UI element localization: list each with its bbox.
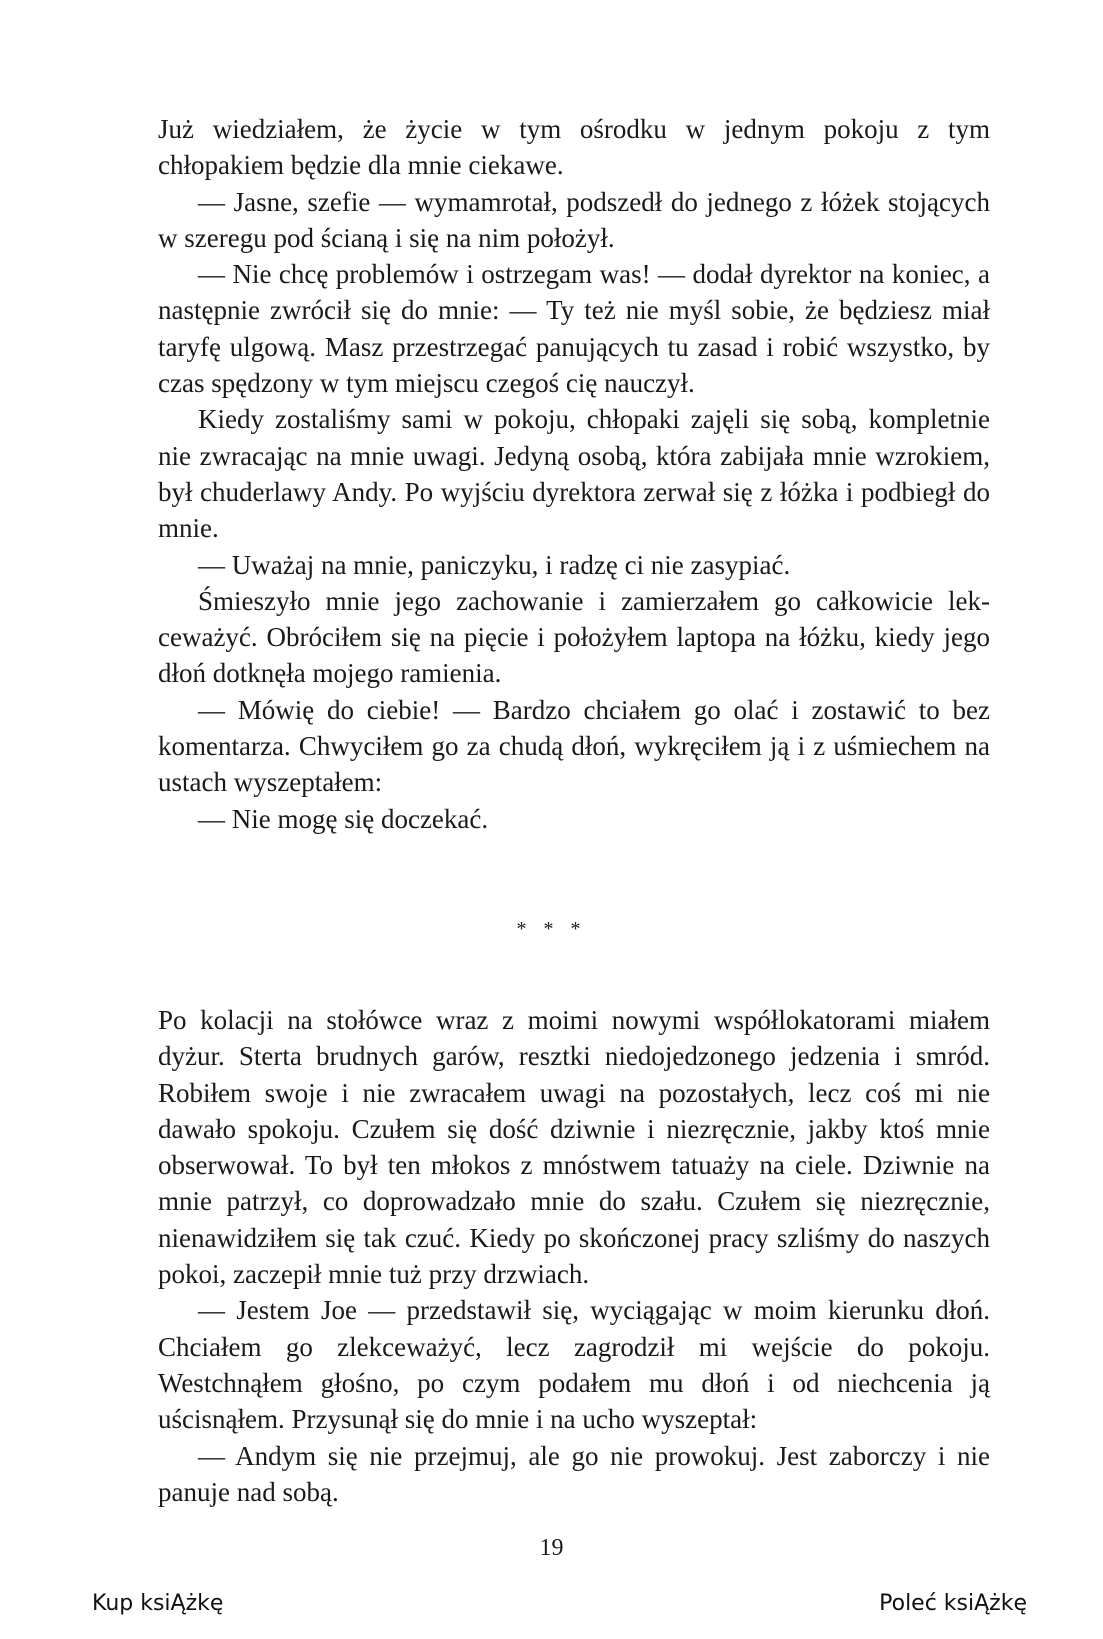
paragraph: Kiedy zostaliśmy sami w pokoju, chłopaki zajęli się sobą, kompletnie nie zwracając na mnie uwagi. Jedyną osobą, która zabijała mnie wzrokiem, był chuderlawy Andy. Po wyjściu dyrektora zerwał się z łóżka i podbiegł do mnie. bbox=[158, 404, 990, 544]
paragraph: — Jestem Joe — przedstawił się, wyciągając w moim kierunku dłoń. Chciałem go zlekceważyć, lecz zagrodził mi wejście do pokoju. Westchnąłem głośno, po czym podałem mu dłoń i od niechcenia ją uścisnąłem. Przysunął się do mnie i na ucho wyszeptał: bbox=[158, 1295, 990, 1435]
paragraph: — Andym się nie przejmuj, ale go nie prowokuj. Jest zaborczy i nie panuje nad sobą. bbox=[158, 1440, 990, 1507]
page-number: 19 bbox=[539, 1535, 564, 1561]
recommend-book-link[interactable]: Poleć ksiĄżkę bbox=[879, 1591, 1027, 1616]
paragraph: Już wiedziałem, że życie w tym ośrodku w jednym pokoju z tym chłopakiem będzie dla mnie ciekawe. bbox=[158, 114, 990, 181]
paragraph: — Jasne, szefie — wymamrotał, podszedł do jednego z łóżek stojących w szeregu pod ścianą i się na nim położył. bbox=[158, 186, 990, 253]
paragraph: — Nie chcę problemów i ostrzegam was! — dodał dyrektor na koniec, a następnie zwrócił się do mnie: — Ty też nie myśl sobie, że będziesz miał taryfę ulgową. Masz przestrzegać panujących tu zasad i robić wszystko, by czas spędzony w tym miejscu czegoś cię nauczył. bbox=[158, 259, 990, 399]
paragraph: — Nie mogę się doczekać. bbox=[198, 803, 489, 834]
text-block-1 bbox=[158, 111, 990, 837]
paragraph: Śmieszyło mnie jego zachowanie i zamierzałem go całkowicie lekceważyć. Obróciłem się na pięcie i położyłem laptopa na łóżku, kiedy jego dłoń dotknęła mojego ramienia. bbox=[158, 585, 990, 689]
buy-book-link[interactable]: Kup ksiĄżkę bbox=[92, 1591, 224, 1616]
paragraph: — Uważaj na mnie, paniczyku, i radzę ci nie zasypiać. bbox=[198, 549, 791, 580]
paragraph: — Mówię do ciebie! — Bardzo chciałem go olać i zostawić to bez komentarza. Chwyciłem go za chudą dłoń, wykręciłem ją i z uśmiechem na ustach wyszeptałem: bbox=[158, 694, 990, 798]
section-separator: * * * bbox=[516, 918, 587, 940]
paragraph: Po kolacji na stołówce wraz z moimi nowymi współlokatorami miałem dyżur. Sterta brudnych garów, resztki niedojedzonego jedzenia i smród. Robiłem swoje i nie zwracałem uwagi na pozostałych, lecz coś mi nie dawało spokoju. Czułem się dość dziwnie i niezręcznie, jakby ktoś mnie obserwował. To był ten młokos z mnóstwem tatuaży na ciele. Dziwnie na mnie patrzył, co doprowadzało mnie do szału. Czułem się niezręcznie, nienawidziłem się tak czuć. Kiedy po skończonej pracy szliśmy do naszych pokoi, zaczepił mnie tuż przy drzwiach. bbox=[158, 1005, 990, 1290]
text-block-2 bbox=[158, 1002, 990, 1510]
